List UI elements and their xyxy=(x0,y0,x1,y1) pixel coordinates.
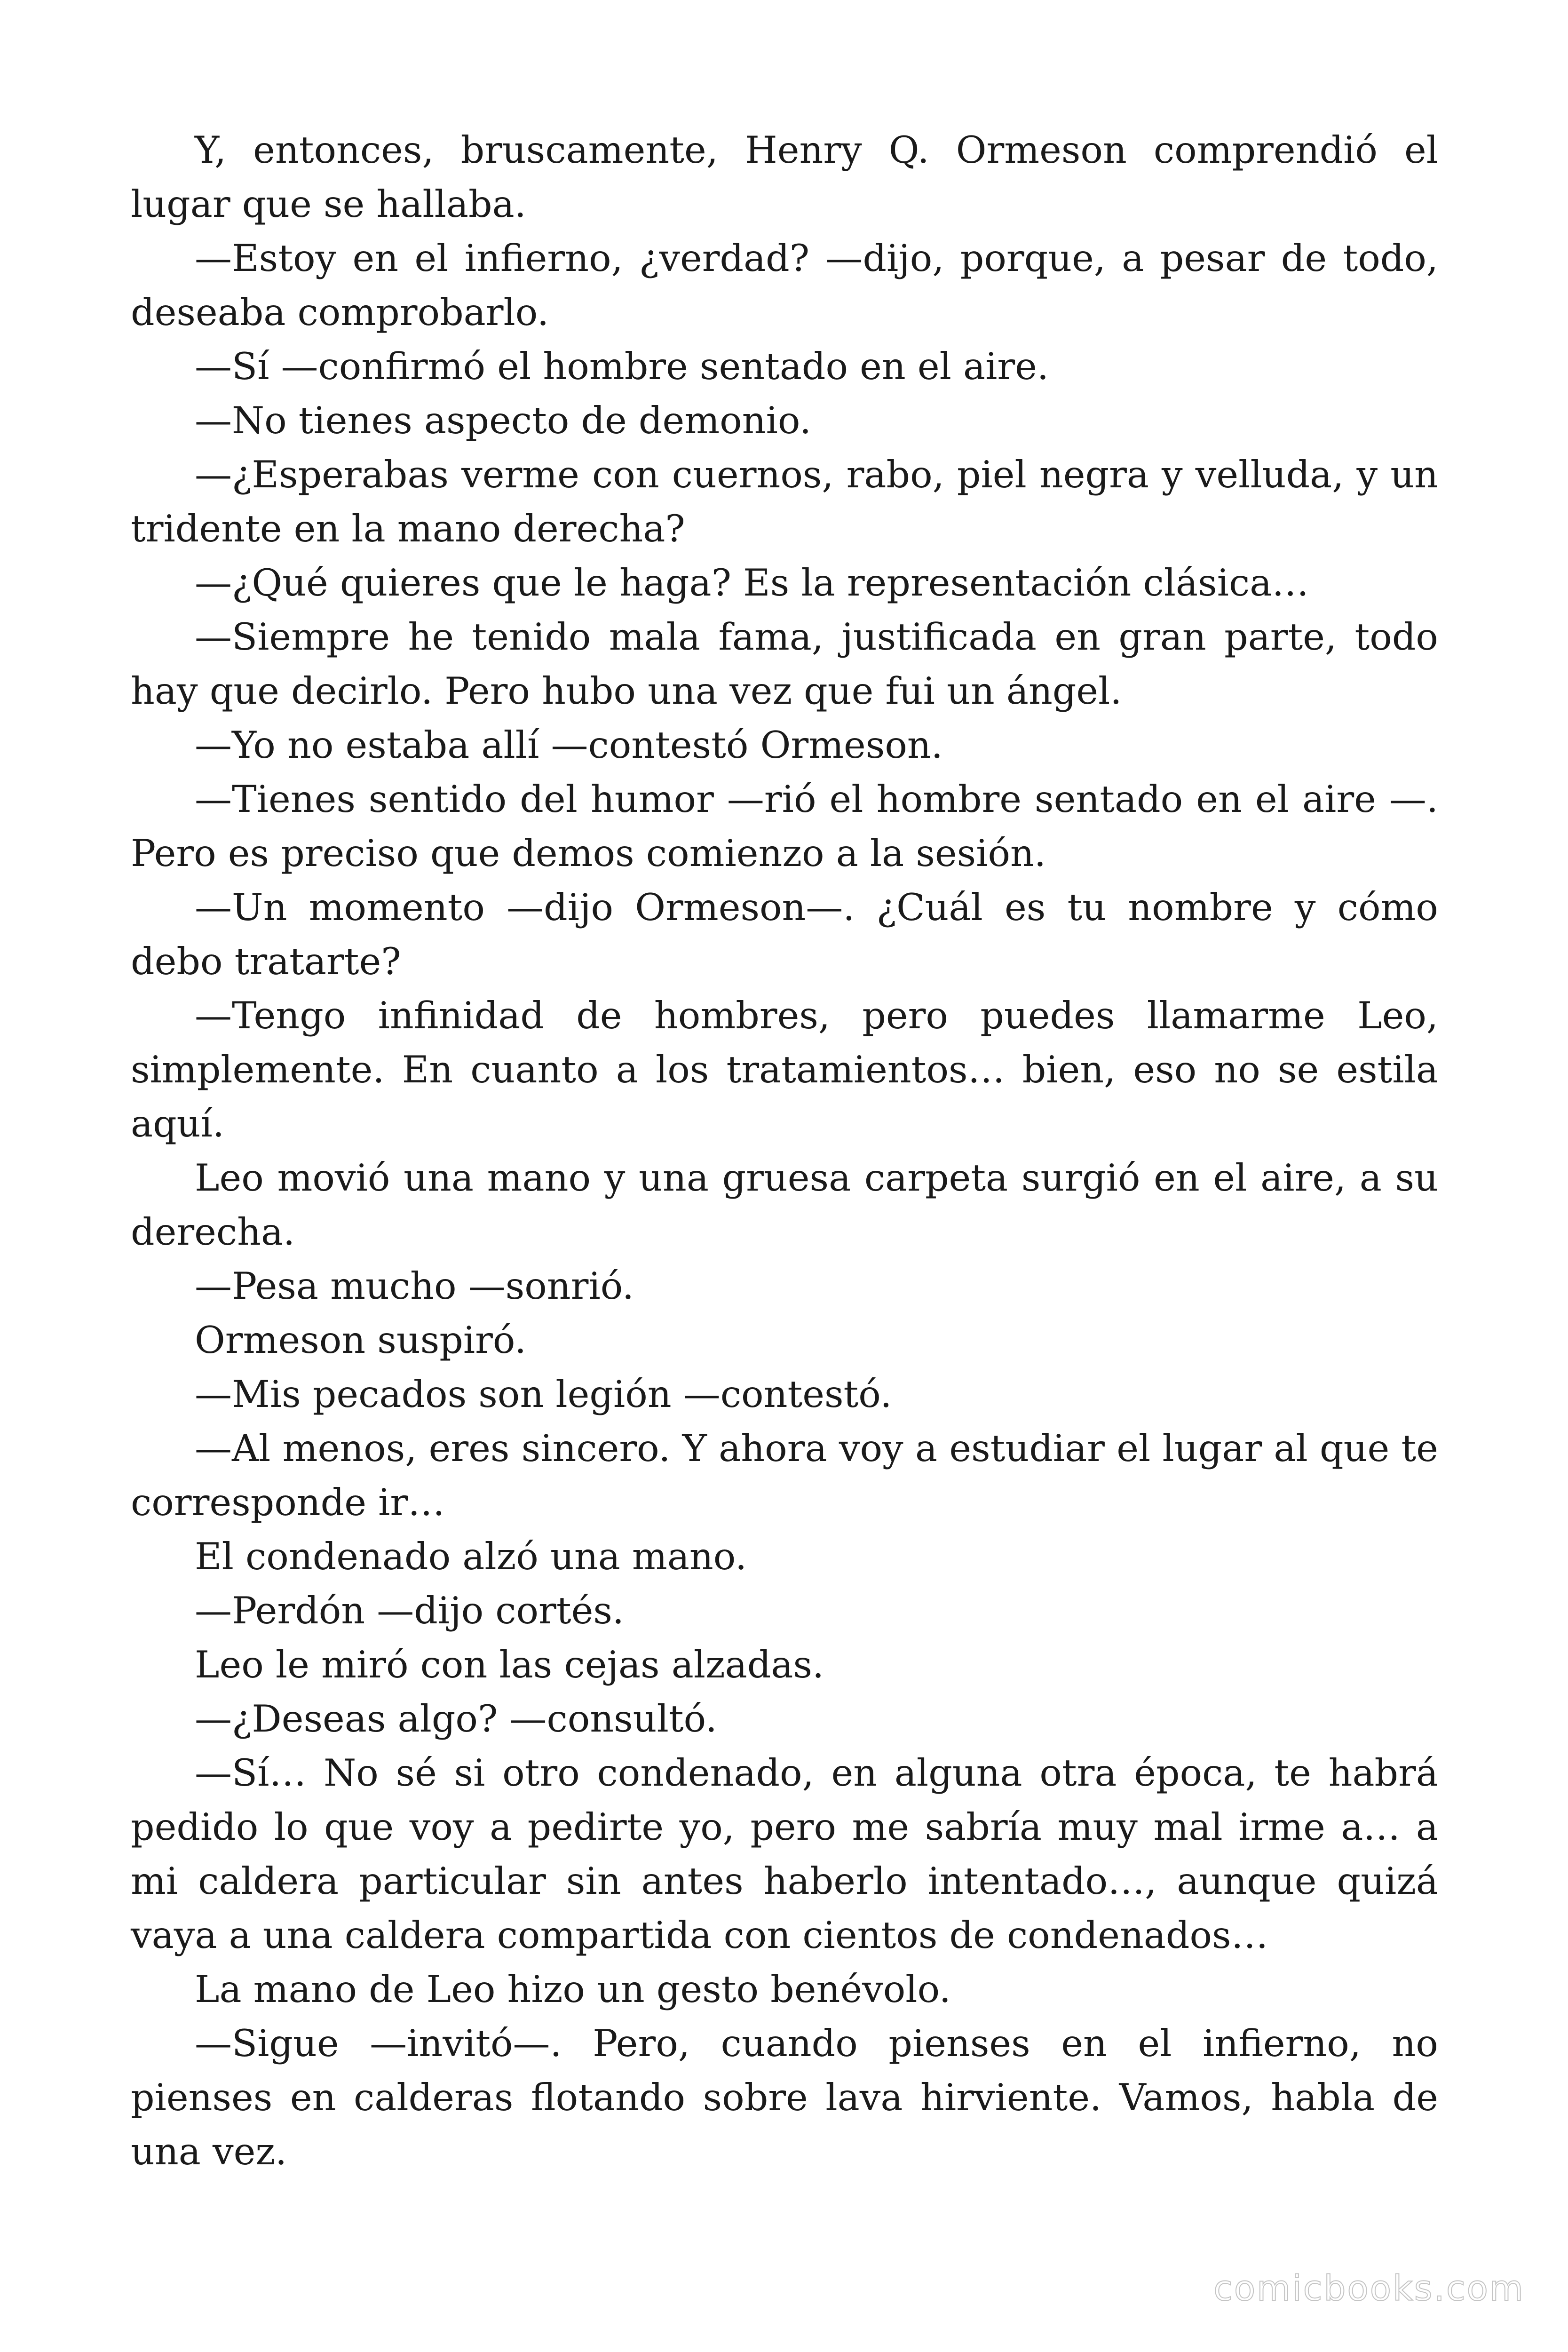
paragraph: Leo movió una mano y una gruesa carpeta surgió en el aire, a su derecha. xyxy=(131,1156,1438,1254)
paragraph: —Tienes sentido del humor —rió el hombre sentado en el aire —. Pero es preciso que demos comienzo a la sesión. xyxy=(131,778,1438,875)
paragraph: —Pesa mucho —sonrió. xyxy=(195,1264,634,1308)
paragraph: Y, entonces, bruscamente, Henry Q. Ormeson comprendió el lugar que se hallaba. xyxy=(131,128,1438,226)
paragraph: Ormeson suspiró. xyxy=(195,1319,527,1362)
paragraph: —Sí —confirmó el hombre sentado en el aire. xyxy=(195,345,1049,388)
paragraph: —Sí… No sé si otro condenado, en alguna otra época, te habrá pedido lo que voy a pedirte yo, pero me sabría muy mal irme a… a mi caldera particular sin antes haberlo intentado…, aunque quizá vaya a una caldera compartida con cientos de condenados… xyxy=(131,1751,1438,1957)
paragraph: —Sigue —invitó—. Pero, cuando pienses en el infierno, no pienses en calderas flotando sobre lava hirviente. Vamos, habla de una vez. xyxy=(131,2022,1438,2173)
paragraph: —¿Deseas algo? —consultó. xyxy=(195,1697,717,1740)
paragraph: —¿Qué quieres que le haga? Es la representación clásica… xyxy=(195,561,1309,604)
paragraph: —¿Esperabas verme con cuernos, rabo, piel negra y velluda, y un tridente en la mano derecha? xyxy=(131,453,1438,550)
watermark: comicbooks.com xyxy=(1213,2268,1525,2309)
paragraph: Leo le miró con las cejas alzadas. xyxy=(195,1643,824,1686)
paragraph: —Un momento —dijo Ormeson—. ¿Cuál es tu nombre y cómo debo tratarte? xyxy=(131,886,1438,983)
paragraph: —Perdón —dijo cortés. xyxy=(195,1589,624,1632)
paragraph: —Mis pecados son legión —contestó. xyxy=(195,1373,892,1416)
paragraph: —No tienes aspecto de demonio. xyxy=(195,399,812,442)
paragraph: —Estoy en el infierno, ¿verdad? —dijo, porque, a pesar de todo, deseaba comprobarlo. xyxy=(131,237,1438,334)
paragraph: —Yo no estaba allí —contestó Ormeson. xyxy=(195,723,943,767)
paragraph: La mano de Leo hizo un gesto benévolo. xyxy=(195,1968,951,2011)
paragraph: —Al menos, eres sincero. Y ahora voy a estudiar el lugar al que te corresponde ir… xyxy=(131,1427,1438,1524)
body-text xyxy=(131,123,1438,2179)
paragraph: —Siempre he tenido mala fama, justificada en gran parte, todo hay que decirlo. Pero hubo una vez que fui un ángel. xyxy=(131,615,1438,713)
paragraph: El condenado alzó una mano. xyxy=(195,1535,747,1578)
paragraph: —Tengo infinidad de hombres, pero puedes llamarme Leo, simplemente. En cuanto a los tratamientos… bien, eso no se estila aquí. xyxy=(131,994,1438,1145)
